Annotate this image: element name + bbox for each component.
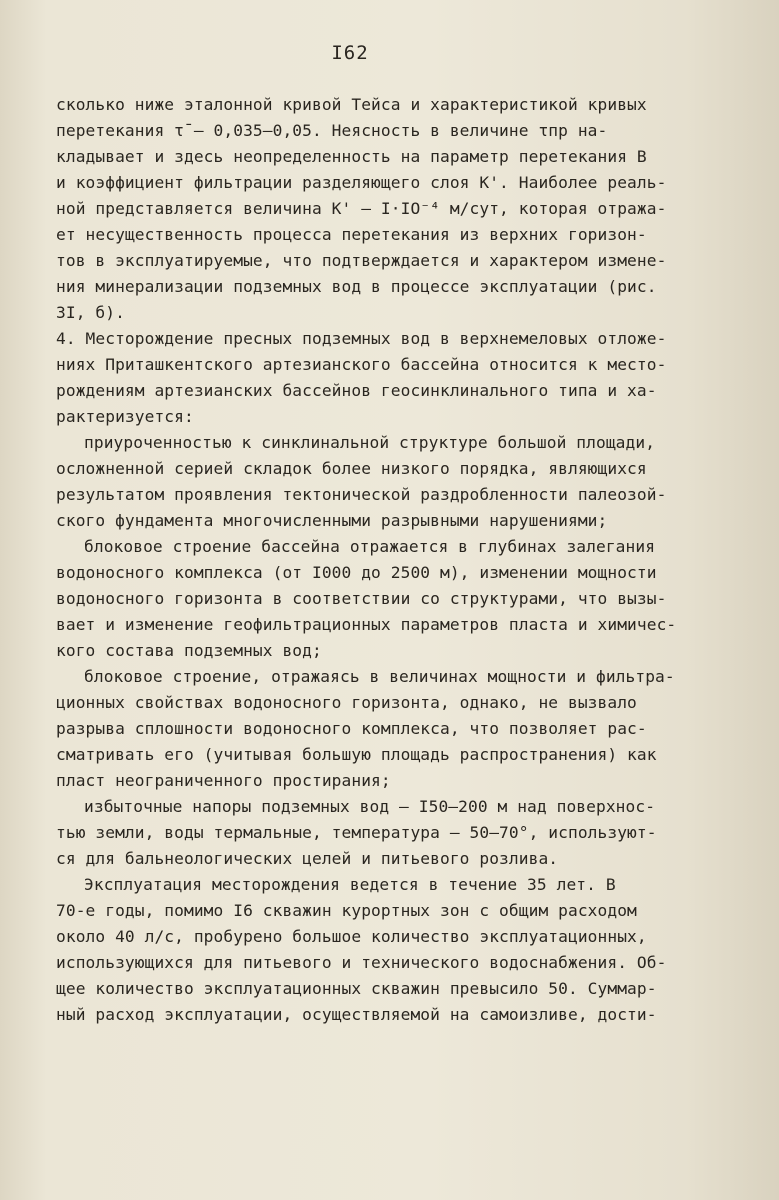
text-line: вает и изменение геофильтрационных параметров пласта и химичес- [56, 615, 677, 634]
body-text [56, 92, 706, 1028]
text-line: ниях Приташкентского артезианского бассейна относится к место- [56, 355, 667, 374]
text-line: пласт неограниченного простирания; [56, 771, 391, 790]
text-line: ского фундамента многочисленными разрывными нарушениями; [56, 511, 608, 530]
page-number: I62 [331, 42, 369, 64]
text-line: Эксплуатация месторождения ведется в течение 35 лет. В [84, 875, 616, 894]
text-line: сматривать его (учитывая большую площадь распространения) как [56, 745, 657, 764]
text-line: 70-е годы, помимо I6 скважин курортных зон с общим расходом [56, 901, 637, 920]
text-line: водоносного комплекса (от I000 до 2500 м), изменении мощности [56, 563, 657, 582]
text-line: рождениям артезианских бассейнов геосинклинального типа и ха- [56, 381, 657, 400]
text-line: кого состава подземных вод; [56, 641, 322, 660]
text-line: тов в эксплуатируемые, что подтверждается и характером измене- [56, 251, 667, 270]
text-line: ния минерализации подземных вод в процессе эксплуатации (рис. [56, 277, 657, 296]
text-line: блоковое строение, отражаясь в величинах мощности и фильтра- [84, 667, 675, 686]
text-line: ет несущественность процесса перетекания из верхних горизон- [56, 225, 647, 244]
text-line: ной представляется величина К' – I·IO⁻⁴ м/сут, которая отража- [56, 199, 667, 218]
text-line: избыточные напоры подземных вод – I50–200 м над поверхнос- [84, 797, 656, 816]
text-line: осложненной серией складок более низкого порядка, являющихся [56, 459, 647, 478]
text-line: разрыва сплошности водоносного комплекса, что позволяет рас- [56, 719, 647, 738]
text-line: водоносного горизонта в соответствии со структурами, что вызы- [56, 589, 667, 608]
text-line: сколько ниже эталонной кривой Тейса и характеристикой кривых [56, 95, 647, 114]
text-line: 3I, б). [56, 303, 125, 322]
text-line: приуроченностью к синклинальной структуре большой площади, [84, 433, 656, 452]
text-line: ся для бальнеологических целей и питьевого розлива. [56, 849, 559, 868]
text-line: ный расход эксплуатации, осуществляемой на самоизливе, дости- [56, 1005, 657, 1024]
text-line: использующихся для питьевого и технического водоснабжения. Об- [56, 953, 667, 972]
text-line: щее количество эксплуатационных скважин превысило 50. Суммар- [56, 979, 657, 998]
text-line: результатом проявления тектонической раздробленности палеозой- [56, 485, 667, 504]
text-line: блоковое строение бассейна отражается в глубинах залегания [84, 537, 656, 556]
text-line: перетекания τ̄ – 0,035–0,05. Неясность в величине τпр на- [56, 121, 608, 140]
text-line: ционных свойствах водоносного горизонта, однако, не вызвало [56, 693, 637, 712]
text-line: кладывает и здесь неопределенность на параметр перетекания В [56, 147, 647, 166]
text-line: рактеризуется: [56, 407, 194, 426]
text-line: около 40 л/с, пробурено большое количество эксплуатационных, [56, 927, 647, 946]
text-line: 4. Месторождение пресных подземных вод в верхнемеловых отложе- [56, 329, 667, 348]
text-line: тью земли, воды термальные, температура – 50–70°, используют- [56, 823, 657, 842]
text-line: и коэффициент фильтрации разделяющего слоя К'. Наиболее реаль- [56, 173, 667, 192]
